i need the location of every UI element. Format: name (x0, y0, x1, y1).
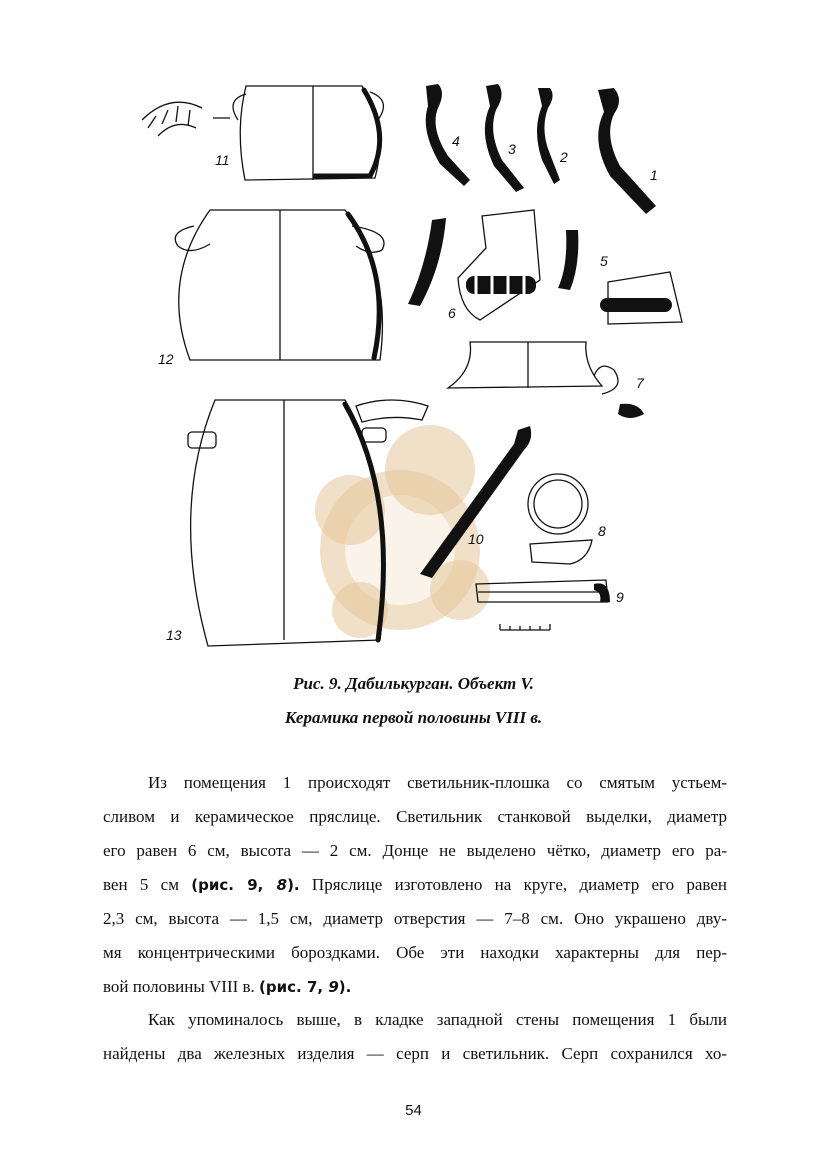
text-run: вен 5 см (103, 875, 192, 894)
text-run: вой половины VIII в. (103, 977, 260, 996)
paragraph-line: 2,3 см, высота — 1,5 см, диаметр отверстия — 7–8 см. Оно украшено дву- (103, 909, 727, 928)
label-1: 1 (650, 167, 658, 183)
paragraph-line (103, 970, 727, 1004)
figure-reference (191, 876, 299, 894)
label-9: 9 (616, 589, 624, 605)
figure-caption-line2: Керамика первой половины VIII в. (284, 708, 543, 727)
label-7: 7 (636, 375, 644, 391)
paragraph-1 (103, 766, 727, 1004)
label-3: 3 (508, 141, 516, 157)
label-4: 4 (452, 133, 460, 149)
ref-suffix: ). (338, 978, 352, 996)
label-6: 6 (448, 305, 456, 321)
label-12: 12 (158, 351, 174, 367)
figure-caption-line1: Рис. 9. Дабилькурган. Объект V. (293, 674, 534, 693)
ceramics-figure (130, 70, 730, 670)
paragraph-line: сливом и керамическое пряслице. Светильник станковой выделки, диаметр (103, 807, 727, 826)
paragraph-2 (103, 1003, 727, 1071)
ref-suffix: ). (287, 876, 300, 894)
vessel-11 (142, 86, 383, 180)
paragraph-line: найдены два железных изделия — серп и светильник. Серп сохранился хо- (103, 1044, 727, 1063)
label-10: 10 (468, 531, 484, 547)
paragraph-line (103, 868, 727, 902)
ref-number: 8 (276, 876, 288, 894)
ceramics-drawing (130, 70, 730, 670)
fragment-6 (408, 210, 540, 321)
vessel-12 (158, 210, 384, 367)
vessel-7 (448, 342, 645, 418)
figure-reference (259, 978, 351, 996)
page-number: 54 (405, 1102, 422, 1119)
ref-number: 9 (328, 978, 339, 996)
paragraph-line: мя концентрическими бороздками. Обе эти находки характерны для пер- (103, 943, 727, 962)
fragment-5 (558, 230, 682, 324)
ref-prefix: (рис. 7, (259, 978, 329, 996)
label-13: 13 (166, 627, 182, 643)
paragraph-line: Из помещения 1 происходят светильник-плошка со смятым устьем- (148, 773, 727, 792)
label-11: 11 (215, 152, 230, 168)
label-2: 2 (560, 149, 568, 165)
lamp-8 (528, 474, 606, 564)
paragraph-line: его равен 6 см, высота — 2 см. Донце не выделено чётко, диаметр его ра- (103, 841, 727, 860)
whorl-9 (476, 580, 624, 630)
label-5: 5 (600, 253, 608, 269)
ref-prefix: (рис. 9, (191, 876, 277, 894)
text-run: Пряслице изготовлено на круге, диаметр его равен (299, 875, 728, 894)
rim-profiles (426, 84, 658, 214)
paragraph-line: Как упоминалось выше, в кладке западной стены помещения 1 были (148, 1010, 727, 1029)
label-8: 8 (598, 523, 606, 539)
